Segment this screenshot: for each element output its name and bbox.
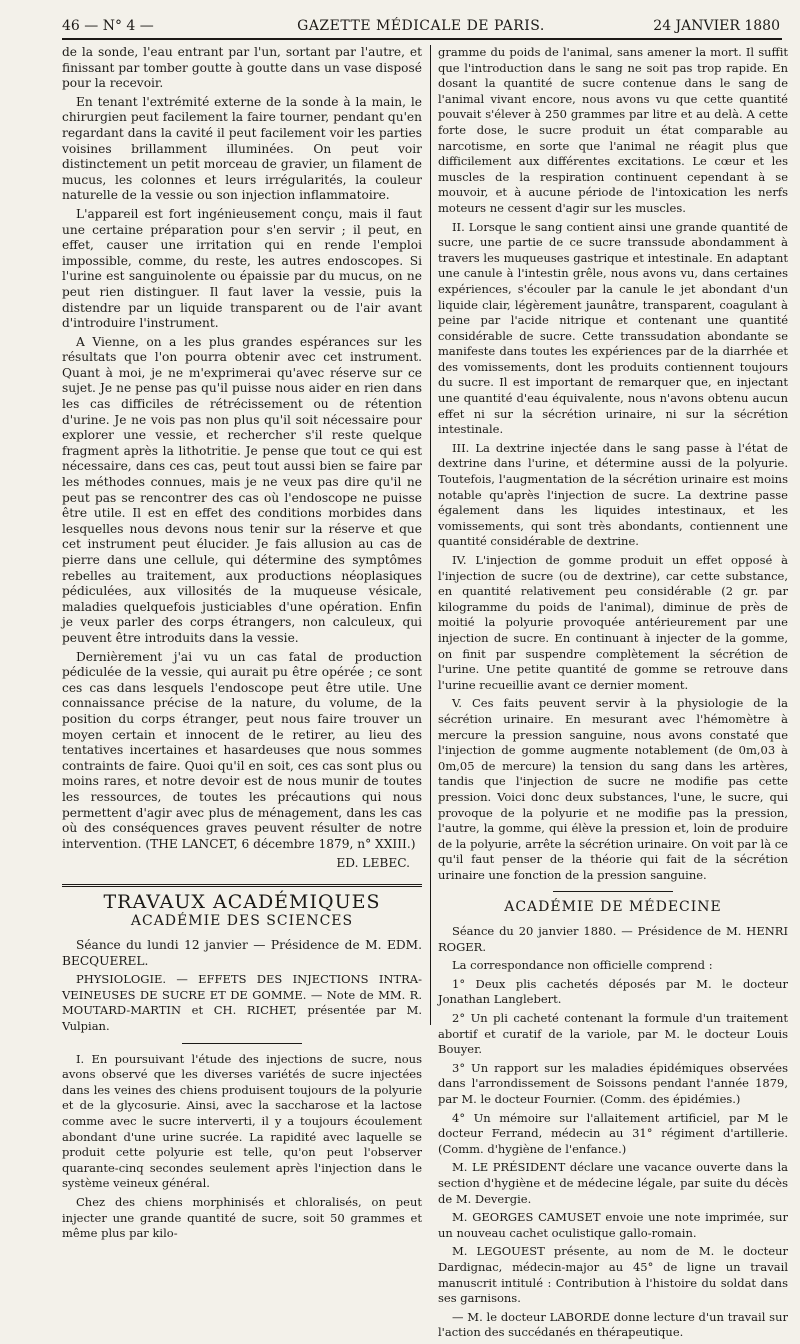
paragraph: V. Ces faits peuvent servir à la physiologie de la sécrétion urinaire. En mesurant avec l'hémomètre à mercure la pression sanguine, nous avons constaté que l'injection de gomme augmente notablement (de 0m,03 à 0m,05 de mercure) la tension du sang dans les artères, tandis que l'injection de sucre ne modifie pas cette pression. Voici donc deux substances, l'une, le sucre, qui provoque de la polyurie et ne modifie pas la pression, l'autre, la gomme, qui élève la pression et, loin de produire de la polyurie, arrête la sécrétion urinaire. On voit par là ce qu'il faut penser de la théorie qui fait de la sécrétion urinaire une fonction de la pression sanguine. (438, 696, 788, 882)
session-line: Séance du lundi 12 janvier — Présidence de M. EDM. BECQUEREL. (62, 938, 422, 968)
paragraph: IV. L'injection de gomme produit un effet opposé à l'injection de sucre (ou de dextrine), car cette substance, en quantité relativement peu considérable (2 gr. par kilogramme du poids de l'animal), diminue de près de moitié la polyurie provoquée antérieurement par une injection de sucre. En continuant à injecter de la gomme, on finit par suspendre complètement la sécrétion de l'urine. Une petite quantité de gomme se retrouve dans l'urine recueillie avant ce dernier moment. (438, 553, 788, 692)
list-item: 2° Un pli cacheté contenant la formule d'un traitement abortif et curatif de la variole, par M. le docteur Louis Bouyer. (438, 1011, 788, 1057)
section-separator (62, 884, 422, 887)
paragraph: La correspondance non officielle comprend : (452, 958, 713, 973)
paragraph: I. En poursuivant l'étude des injections de sucre, nous avons observé que les diverses variétés de sucre injectées dans les veines des chiens produisent toujours de la polyurie et de la glycosurie. Ainsi, avec la saccharose et la lactose comme avec le sucre interverti, il y a toujours écoulement abondant d'une urine sucrée. La rapidité avec laquelle se produit cette polyurie est telle, qu'on peut l'observer quarante-cinq secondes seulement après l'injection dans le système veineux général. (62, 1051, 422, 1191)
paragraph: A Vienne, on a les plus grandes espérances sur les résultats que l'on pourra obtenir avec cet instrument. Quant à moi, je ne m'exprimerai qu'avec réserve sur ce sujet. Je ne pense pas qu'il puisse nous aider en rien dans les cas difficiles de rétrécissement ou de rétention d'urine. Je ne vois pas non plus qu'il soit nécessaire pour explorer une vessie, et rechercher s'il reste quelque fragment après la lithotritie. Je pense que tout ce qui est nécessaire, dans ces cas, peut tout aussi bien se faire par les méthodes connues, mais je ne veux pas dire qu'il ne peut pas se rencontrer des cas où l'endoscope ne puisse être utile. Il est en effet des conditions morbides dans lesquelles nous devons nous tenir sur la réserve et que cet instrument peut élucider. Je fais allusion au cas de pierre dans une cellule, qui détermine des symptômes rebelles au traitement, aux productions néoplasiques pédiculées, aux villosités de la muqueuse vésicale, maladies quelquefois justiciables d'une opération. Enfin je veux parler des corps étrangers, non calculeux, qui peuvent être introduits dans la vessie. (62, 334, 422, 645)
list-item: 1° Deux plis cachetés déposés par M. le docteur Jonathan Langlebert. (438, 976, 788, 1007)
paragraph: Chez des chiens morphinisés et chloralisés, on peut injecter une grande quantité de sucre, soit 50 grammes et même plus par kilo- (62, 1194, 422, 1241)
journal-title: GAZETTE MÉDICALE DE PARIS. (297, 18, 545, 34)
paragraph: II. Lorsque le sang contient ainsi une grande quantité de sucre, une partie de ce sucre transsude abondamment à travers les muqueuses gastrique et intestinale. En adaptant une canule à l'intestin grêle, nous avons vu, dans certaines expériences, s'écouler par la canule le jet abondant d'un liquide clair, légèrement jaunâtre, transparent, coagulant à peine par l'acide nitrique et contenant une quantité considérable de sucre. Cette transsudation abondante se manifeste dans toutes les expériences par de la diarrhée et des vomissements, dont les produits contiennent toujours du sucre. Il est important de remarquer que, en injectant une quantité d'eau équivalente, nous n'avons obtenu aucun effet ni sur la sécrétion urinaire, ni sur la sécrétion intestinale. (438, 219, 788, 437)
paragraph: III. La dextrine injectée dans le sang passe à l'état de dextrine dans l'urine, et détermine aussi de la polyurie. Toutefois, l'augmentation de la sécrétion urinaire est moins notable qu'après l'injection de sucre. La dextrine passe également dans les liquides intestinaux, et les vomissements, qui sont très abondants, contiennent une quantité considérable de dextrine. (438, 440, 788, 549)
academy-heading: ACADÉMIE DE MÉDECINE (504, 899, 722, 916)
section-title: TRAVAUX ACADÉMIQUES (103, 890, 381, 913)
page-header (62, 10, 780, 40)
page-number: 46 — N° 4 — (62, 18, 154, 34)
author-signature: ED. LEBEC. (336, 856, 410, 871)
short-rule (182, 1043, 302, 1044)
list-item: 3° Un rapport sur les maladies épidémiques observées dans l'arrondissement de Soissons pendant l'année 1879, par M. le docteur Fournier. (Comm. des épidémies.) (438, 1060, 788, 1106)
paragraph: M. GEORGES CAMUSET envoie une note imprimée, sur un nouveau cachet oculistique gallo-romain. (438, 1210, 788, 1240)
header-rule (62, 38, 782, 40)
paragraph: M. LE PRÉSIDENT déclare une vacance ouverte dans la section d'hygiène et de médecine légale, par suite du décès de M. Devergie. (438, 1160, 788, 1206)
paragraph: de la sonde, l'eau entrant par l'un, sortant par l'autre, et finissant par tomber goutte à goutte dans un vase disposé pour la recevoir. (62, 45, 422, 91)
right-column (438, 45, 788, 1344)
left-column (62, 45, 422, 1245)
academy-heading: ACADÉMIE DES SCIENCES (130, 913, 354, 930)
short-rule (553, 891, 673, 892)
paragraph: L'appareil est fort ingénieusement conçu, mais il faut une certaine préparation pour s'en servir ; il peut, en effet, causer une irritation qui en rende l'emploi impossible, comme, du reste, les autres endoscopes. Si l'urine est sanguinolente ou épaissie par du mucus, on ne peut rien distinguer. Il faut laver la vessie, puis la distendre par un liquide transparent ou de l'air avant d'introduire l'instrument. (62, 206, 422, 331)
column-divider (430, 45, 431, 1025)
session-line: Séance du 20 janvier 1880. — Présidence de M. HENRI ROGER. (438, 924, 788, 954)
issue-date: 24 JANVIER 1880 (653, 18, 780, 34)
paragraph: Dernièrement j'ai vu un cas fatal de production pédiculée de la vessie, qui aurait pu être opérée ; ce sont ces cas dans lesquels l'endoscope peut être utile. Une connaissance précise de la nature, du volume, de la position du corps étranger, peut nous faire trouver un moyen certain et innocent de le retirer, au lieu des tentatives incertaines et hasardeuses que nous sommes contraints de faire. Quoi qu'il en soit, ces cas sont plus ou moins rares, et notre devoir est de nous munir de toutes les ressources, de toutes les précautions qui nous permettent d'agir avec plus de ménagement, dans les cas où des conséquences graves peuvent résulter de notre intervention. (THE LANCET, 6 décembre 1879, n° XXIII.) (62, 649, 422, 851)
paragraph: En tenant l'extrémité externe de la sonde à la main, le chirurgien peut facilement la faire tourner, pendant qu'en regardant dans la cavité il peut facilement voir les parties voisines brillamment illuminées. On peut voir distinctement un petit morceau de gravier, un filament de mucus, les colonnes et leurs irrégularités, la couleur naturelle de la vessie ou son injection inflammatoire. (62, 94, 422, 203)
paragraph: M. LEGOUEST présente, au nom de M. le docteur Dardignac, médecin-major au 45° de ligne un travail manuscrit intitulé : Contribution à l'histoire du soldat dans ses garnisons. (438, 1244, 788, 1306)
paragraph: — M. le docteur LABORDE donne lecture d'un travail sur l'action des succédanés en thérapeutique. (438, 1309, 788, 1340)
article-heading: PHYSIOLOGIE. — EFFETS DES INJECTIONS INTRA-VEINEUSES DE SUCRE ET DE GOMME. — Note de MM. R. MOUTARD-MARTIN et CH. RICHET, présentée par M. Vulpian. (62, 972, 422, 1034)
paragraph: gramme du poids de l'animal, sans amener la mort. Il suffit que l'introduction dans le sang ne soit pas trop rapide. En dosant la quantité de sucre contenue dans le sang de l'animal vivant encore, nous avons vu que cette quantité pouvait s'élever à 250 grammes par litre et au delà. A cette forte dose, le sucre produit un état comparable au narcotisme, en sorte que l'animal ne réagit plus que difficilement aux différentes excitations. Le cœur et les muscles de la respiration continuent cependant à se mouvoir, et à aucune période de l'intoxication les nerfs moteurs ne cessent d'agir sur les muscles. (438, 45, 788, 215)
list-item: 4° Un mémoire sur l'allaitement artificiel, par M le docteur Ferrand, médecin au 31° régiment d'artillerie. (Comm. d'hygiène de l'enfance.) (438, 1110, 788, 1156)
